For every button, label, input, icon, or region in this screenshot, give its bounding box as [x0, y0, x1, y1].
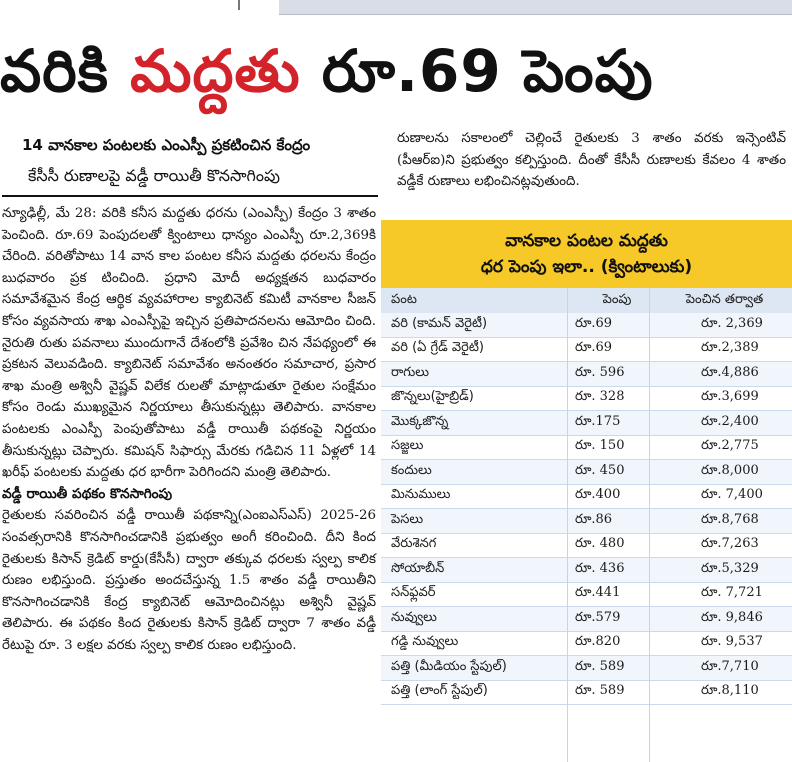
- headline-word-accent: మద్దతు: [130, 37, 301, 105]
- table-row: [381, 607, 792, 632]
- table-row: [381, 338, 792, 363]
- new-price-cell: రూ. 7,721: [701, 585, 763, 601]
- table-row: [381, 681, 792, 706]
- new-price-cell: రూ.2,389: [701, 340, 759, 356]
- headline-word-1: వరికి: [0, 37, 109, 105]
- crop-name-cell: నువ్వులు: [391, 609, 437, 625]
- crop-name-cell: మొక్కజొన్న: [391, 413, 449, 429]
- column-rule: [238, 0, 240, 10]
- increase-cell: రూ. 328: [575, 389, 625, 405]
- article-paragraph-3: రుణాలను సకాలంలో చెల్లించే రైతులకు 3 శాతం వరకు ఇన్సెంటివ్ (పీఆర్ఐ)ని ప్రభుత్వం కల్పిస్తుంది. దీంతో కేసీసీ రుణాలకు కేవలం 4 శాతం వడ్డీకే రుణాలు లభించినట్లవుతుంది.: [397, 131, 786, 190]
- new-price-cell: రూ.8,110: [701, 683, 759, 699]
- crop-name-cell: గడ్డి నువ్వులు: [391, 634, 459, 650]
- increase-cell: రూ.86: [575, 511, 613, 527]
- crop-name-cell: పత్తి (మీడియం స్టేపుల్): [391, 658, 507, 674]
- increase-cell: రూ. 150: [575, 438, 625, 454]
- crop-name-cell: పత్తి (లాంగ్ స్టేపుల్): [391, 683, 488, 699]
- header-increase: పెంపు: [602, 291, 632, 307]
- column-rule-2: [649, 288, 650, 762]
- crop-name-cell: సన్‌ఫ్లవర్: [391, 585, 436, 601]
- previous-story-box: [279, 0, 792, 15]
- new-price-cell: రూ.3,699: [701, 389, 759, 405]
- new-price-cell: రూ. 9,846: [701, 609, 763, 625]
- headline: [0, 24, 792, 118]
- crop-name-cell: జొన్నలు(హైబ్రిడ్): [391, 389, 474, 405]
- subheading-1: 14 వానకాల పంటలకు ఎంఎస్పీ ప్రకటించిన కేంద్రం: [22, 136, 311, 154]
- table-body: [381, 313, 792, 705]
- crop-name-cell: వేరుశెనగ: [391, 536, 437, 552]
- subheading-2: కేసీసీ రుణాలపై వడ్డీ రాయితీ కొనసాగింపు: [28, 166, 280, 185]
- increase-cell: రూ. 596: [575, 364, 625, 380]
- table-row: [381, 509, 792, 534]
- table-title-line-2: ధర పెంపు ఇలా.. (క్వింటాలుకు): [480, 257, 693, 277]
- table-row: [381, 485, 792, 510]
- section-heading: వడ్డీ రాయితీ పథకం కొనసాగింపు: [2, 485, 173, 502]
- msp-table: [381, 220, 792, 762]
- new-price-cell: రూ.8,000: [701, 462, 759, 478]
- headline-word-3: రూ.69 పెంపు: [321, 37, 654, 105]
- increase-cell: రూ. 589: [575, 683, 625, 699]
- increase-cell: రూ.441: [575, 585, 621, 601]
- increase-cell: రూ.175: [575, 413, 621, 429]
- crop-name-cell: సజ్జలు: [391, 438, 424, 454]
- crop-name-cell: వరి (కామన్ వెరైటీ): [391, 315, 488, 331]
- new-price-cell: రూ.7,710: [701, 658, 759, 674]
- increase-cell: రూ.69: [575, 315, 613, 331]
- crop-name-cell: కందులు: [391, 462, 432, 478]
- new-price-cell: రూ.2,400: [701, 413, 759, 429]
- header-crop: పంట: [391, 291, 417, 307]
- new-price-cell: రూ. 9,537: [701, 634, 763, 650]
- increase-cell: రూ.579: [575, 609, 621, 625]
- table-row: [381, 558, 792, 583]
- table-row: [381, 411, 792, 436]
- table-row: [381, 460, 792, 485]
- increase-cell: రూ.820: [575, 634, 621, 650]
- table-row: [381, 313, 792, 338]
- table-title: [381, 220, 792, 288]
- table-row: [381, 632, 792, 657]
- divider: [2, 195, 378, 197]
- increase-cell: రూ. 436: [575, 560, 625, 576]
- new-price-cell: రూ.5,329: [701, 560, 759, 576]
- column-rule-1: [567, 288, 568, 762]
- new-price-cell: రూ.7,263: [701, 536, 759, 552]
- article-right-column: [397, 128, 792, 193]
- header-new-price: పెంచిన తర్వాత: [685, 291, 764, 307]
- increase-cell: రూ. 589: [575, 658, 625, 674]
- top-strip: [0, 0, 792, 22]
- increase-cell: రూ.69: [575, 340, 613, 356]
- article-left-column: [0, 128, 382, 762]
- table-title-line-1: వానకాల పంటల మద్దతు: [505, 231, 668, 251]
- crop-name-cell: రాగులు: [391, 364, 429, 380]
- table-row: [381, 656, 792, 681]
- new-price-cell: రూ. 2,369: [701, 315, 763, 331]
- increase-cell: రూ. 480: [575, 536, 625, 552]
- table-row: [381, 362, 792, 387]
- new-price-cell: రూ.4,886: [701, 364, 759, 380]
- new-price-cell: రూ.2,775: [701, 438, 759, 454]
- crop-name-cell: మినుములు: [391, 487, 451, 503]
- article-paragraph-2: రైతులకు సవరించిన వడ్డీ రాయితీ పథకాన్ని(ఎంఐఎస్ఎస్) 2025-26 సంవత్సరానికి కొనసాగించడానికి ప్రభుత్వం అంగీ కరించింది. దీని కింద రైతులకు కిసాన్ క్రెడిట్ కార్డు(కేసీసీ) ద్వారా తక్కువ ధరలకు స్వల్ప కాలిక రుణం లభిస్తుంది. ప్రస్తుతం అందచేస్తున్న 1.5 శాతం వడ్డీ రాయితీని కొనసాగించడానికి కేంద్ర క్యాబినెట్ ఆమోదించినట్లు అశ్వినీ వైష్ణవ్ తెలిపారు. ఈ పథకం కింద రైతులకు కిసాన్ క్రెడిట్ ద్వారా 7 శాతం వడ్డీ రేటుపై రూ. 3 లక్షల వరకు స్వల్ప కాలిక రుణం లభిస్తుంది.: [2, 508, 376, 653]
- crop-name-cell: సోయాబీన్: [391, 560, 445, 576]
- table-row: [381, 387, 792, 412]
- table-row: [381, 436, 792, 461]
- crop-name-cell: వరి (ఏ గ్రేడ్ వెరైటీ): [391, 340, 484, 356]
- new-price-cell: రూ. 7,400: [701, 487, 763, 503]
- crop-name-cell: పెసలు: [391, 511, 424, 527]
- new-price-cell: రూ.8,768: [701, 511, 759, 527]
- increase-cell: రూ. 450: [575, 462, 625, 478]
- table-row: [381, 534, 792, 559]
- table-header-row: [381, 288, 792, 313]
- article-paragraph-1: న్యూఢిల్లీ, మే 28: వరికి కనీస మద్దతు ధరను (ఎంఎస్పీ) కేంద్రం 3 శాతం పెంచింది. రూ.69 పెంపుదలతో క్వింటాలు ధాన్యం ఎంఎస్పీ రూ.2,369కి చేరింది. వరితోపాటు 14 వాన కాల పంటల కనీస మద్దతు ధరలను కేంద్రం బుధవారం ప్రక టించింది. ప్రధాని మోదీ అధ్యక్షతన బుధవారం సమావేశమైన కేంద్ర ఆర్థిక వ్యవహారాల క్యాబినెట్ కమిటీ వానకాల సీజన్ కోసం వ్యవసాయ శాఖ ఎంఎస్పీపై ఇచ్చిన ప్రతిపాదనలను ఆమోదిం చింది. నైరుతి రుతు పవనాలు ముందుగానే దేశంలోకి ప్రవేశిం చిన నేపథ్యంలో ఈ ప్రకటన వెలువడింది. క్యాబినెట్ సమావేశం అనంతరం సమాచార, ప్రసార శాఖ మంత్రి అశ్వినీ వైష్ణవ్ విలేక రులతో మాట్లాడుతూ రైతుల సంక్షేమం కోసం రెండు ముఖ్యమైన నిర్ణయాలు తీసుకున్నట్లు తెలిపారు. వానకాల పంటలకు ఎంఎస్పీ పెంపుతోపాటు వడ్డీ రాయితీ పథకంపై నిర్ణయం తీసుకున్నట్లు చెప్పారు. కమిషన్ సిఫార్సు మేరకు గడిచిన 11 ఏళ్లలో 14 ఖరీఫ్ పంటలకు మద్దతు ధర భారీగా పెరిగిందని మంత్రి తెలిపారు.: [2, 206, 376, 481]
- table-row: [381, 583, 792, 608]
- increase-cell: రూ.400: [575, 487, 621, 503]
